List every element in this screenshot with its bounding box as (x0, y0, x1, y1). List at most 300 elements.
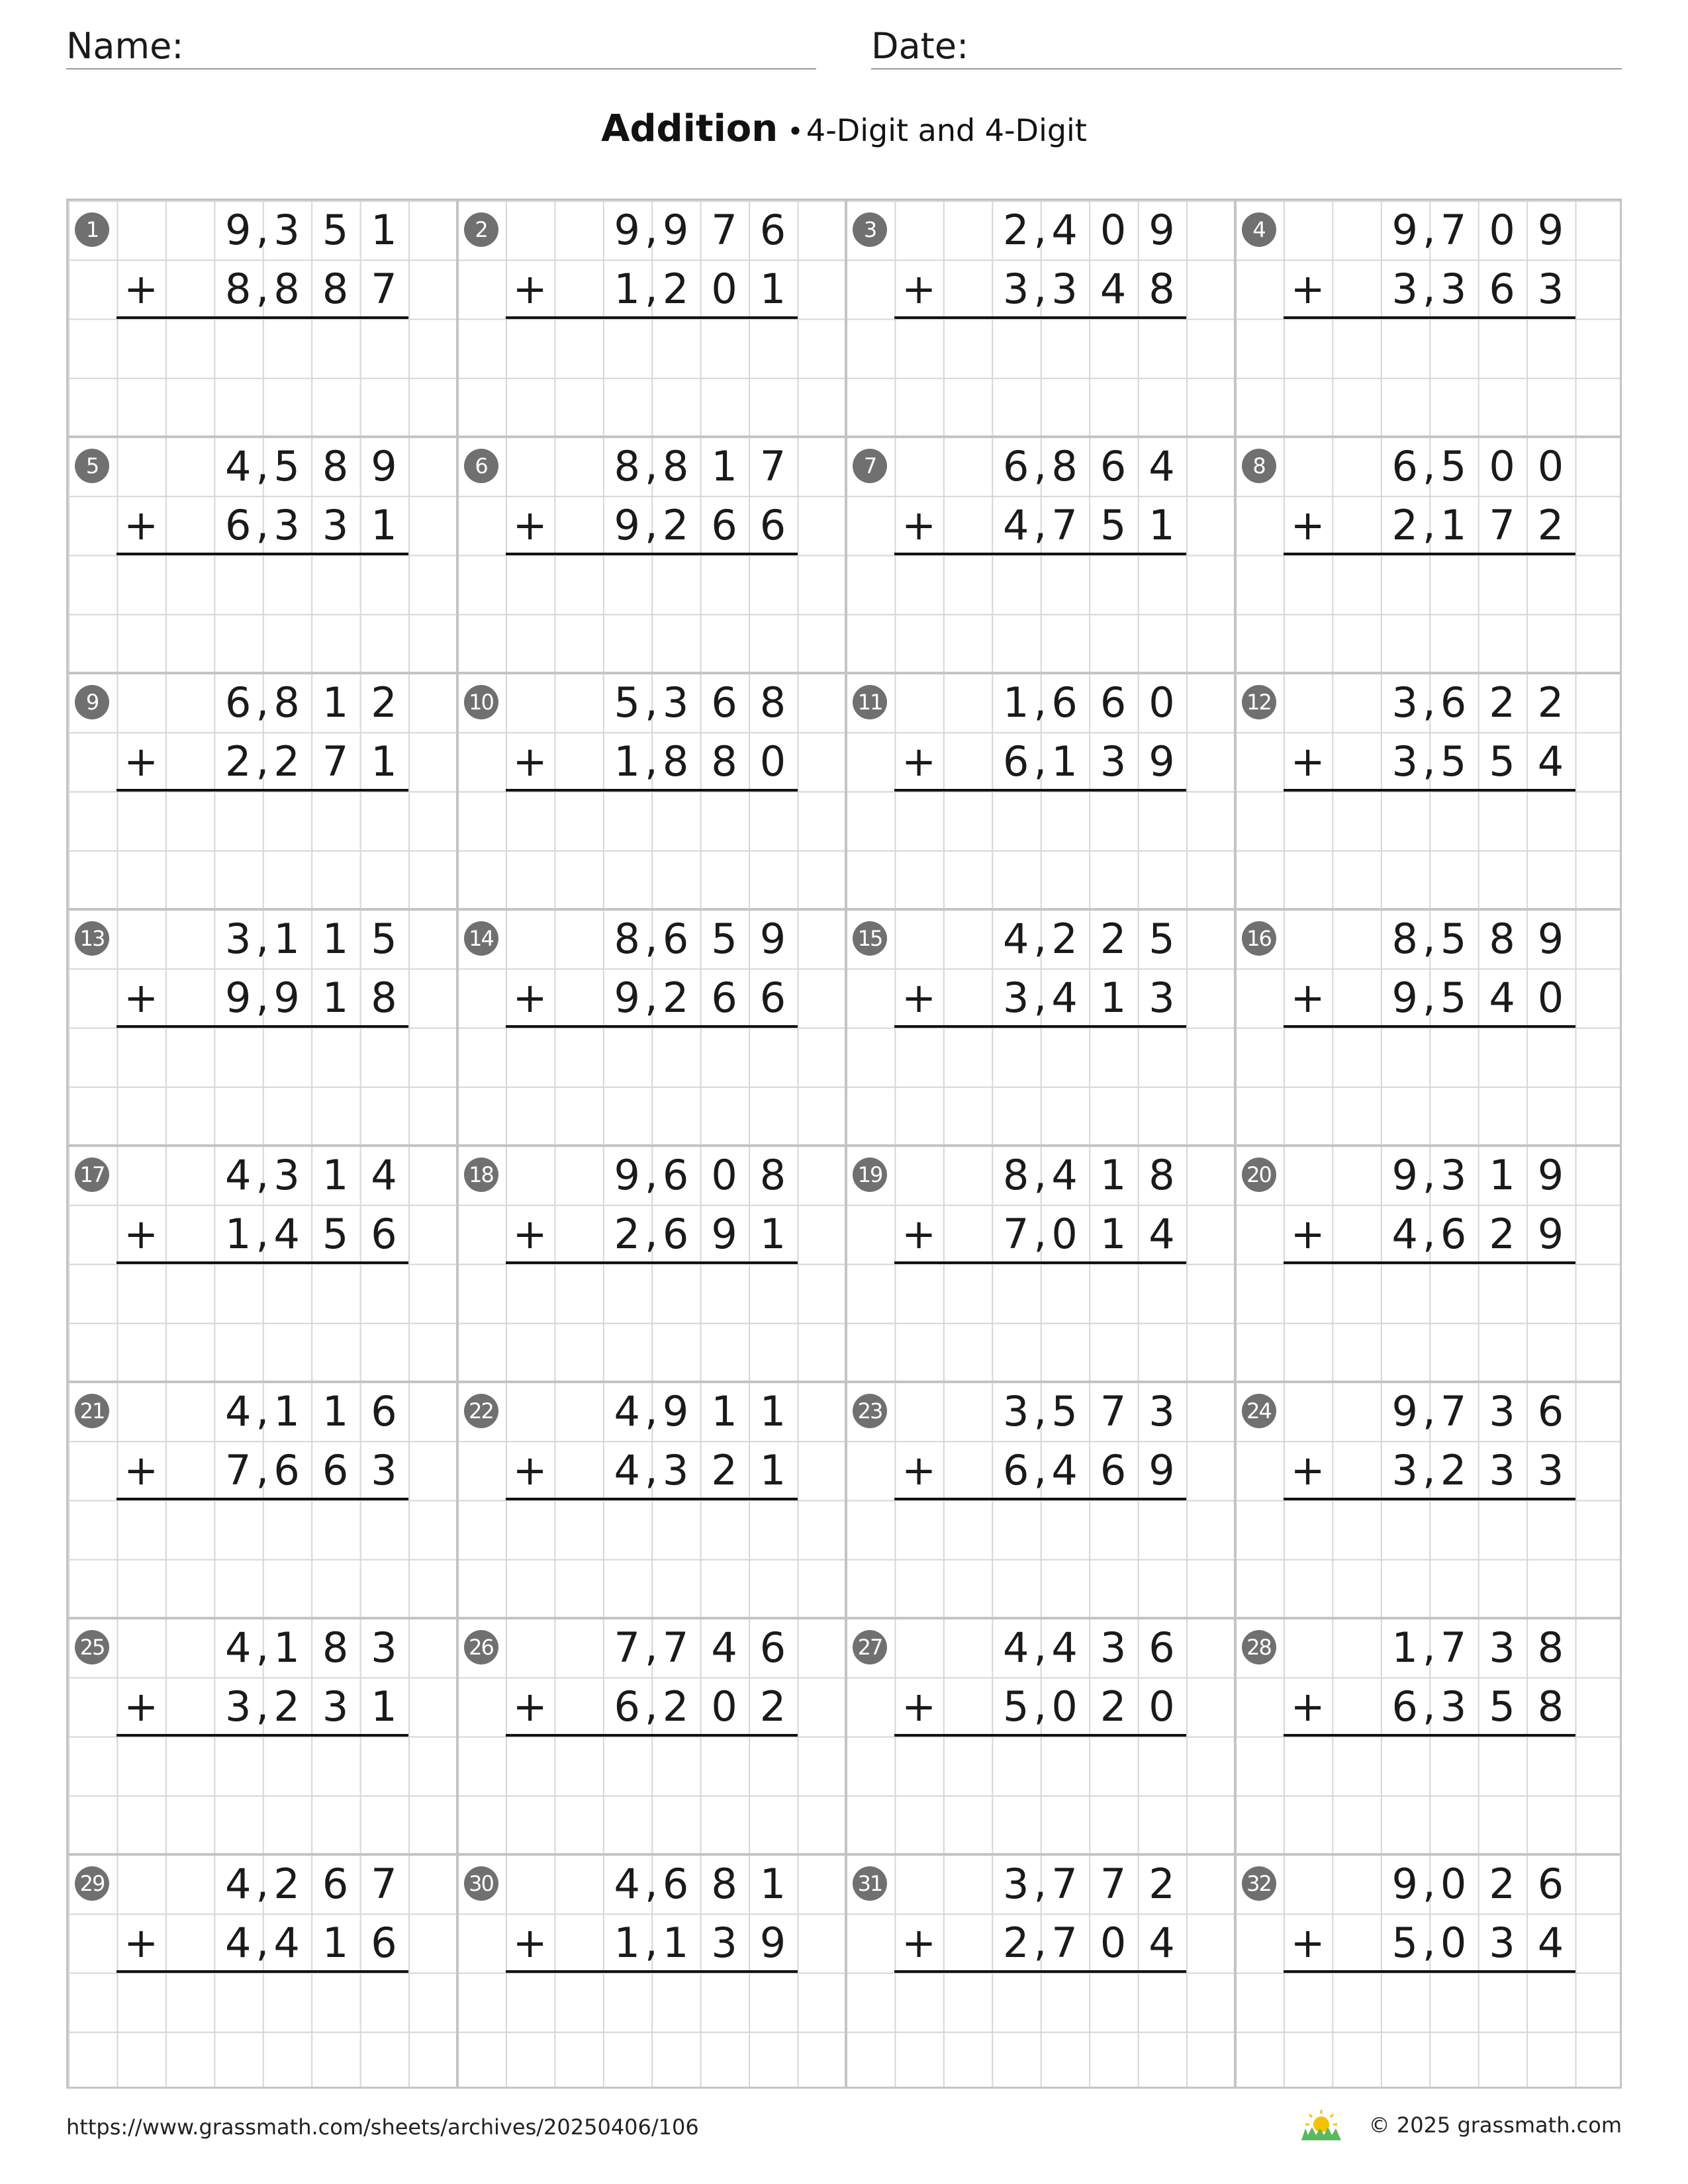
problem (1235, 909, 1624, 1146)
digit: 4 (224, 442, 252, 490)
sum-rule-line (1284, 1025, 1575, 1028)
digit: 7 (1489, 501, 1515, 549)
answer-area[interactable] (1284, 1737, 1575, 1850)
digit: 4 (1489, 974, 1515, 1022)
problem-number-badge: 30 (464, 1866, 498, 1901)
digit: 9 (759, 1919, 786, 1967)
digit: 6 , (651, 1146, 700, 1205)
digit: 4 (371, 1151, 397, 1199)
digit: 3 (224, 915, 252, 963)
digit: 5 (1149, 915, 1175, 963)
addend-bottom (603, 1913, 798, 1972)
digit: 3 (1489, 1387, 1515, 1435)
digit: 1 (759, 265, 786, 313)
addend-bottom (1381, 1205, 1575, 1263)
plus-sign: + (512, 265, 547, 313)
digit: 6 (371, 1387, 397, 1435)
digit: 2 (224, 737, 252, 786)
digit: 9 (711, 1210, 737, 1258)
addend-top (992, 909, 1186, 968)
digit: 0 (1537, 974, 1564, 1022)
addend-top (603, 1618, 798, 1677)
digit: 8 (1149, 1151, 1175, 1199)
answer-area[interactable] (506, 320, 798, 432)
date-field[interactable] (871, 20, 1622, 69)
problem-number-badge: 16 (1242, 921, 1276, 956)
digit: 4 (1002, 915, 1029, 963)
problem (68, 909, 457, 1146)
digit: 4 (711, 1623, 737, 1672)
digit: 4 , (1040, 1441, 1088, 1500)
addend-bottom (603, 1677, 798, 1736)
addend-top (1381, 201, 1575, 259)
digit: 6 , (651, 909, 700, 968)
plus-sign: + (1290, 737, 1325, 786)
answer-area[interactable] (894, 320, 1186, 432)
digit: 4 (224, 1860, 252, 1908)
footer-url: https://www.grassmath.com/sheets/archives/20250406/106 (66, 2115, 699, 2140)
digit: 3 (1100, 1623, 1127, 1672)
digit: 4 (1002, 501, 1029, 549)
digit: 7 , (1429, 1382, 1477, 1441)
digit: 4 , (1040, 201, 1088, 259)
digit: 8 (614, 915, 640, 963)
digit: 2 (1002, 1919, 1029, 1967)
plus-sign: + (1290, 1682, 1325, 1731)
digit: 2 (1149, 1860, 1175, 1908)
sum-rule-line (1284, 1734, 1575, 1737)
digit: 4 , (1040, 1146, 1088, 1205)
answer-area[interactable] (894, 792, 1186, 905)
problem (457, 909, 847, 1146)
answer-area[interactable] (506, 1265, 798, 1377)
digit: 2 (759, 1682, 786, 1731)
digit: 9 , (262, 968, 310, 1027)
digit: 4 , (262, 1913, 310, 1972)
digit: 3 (1391, 1446, 1418, 1494)
sum-rule-line (506, 553, 798, 555)
digit: 1 (1100, 1210, 1127, 1258)
digit: 3 , (1040, 259, 1088, 318)
addend-bottom (603, 1441, 798, 1500)
digit: 5 , (1040, 1382, 1088, 1441)
digit: 6 (711, 678, 737, 727)
problem (1235, 201, 1624, 437)
addend-top (214, 437, 408, 496)
digit: 1 (322, 678, 349, 727)
digit: 8 , (262, 673, 310, 732)
answer-area[interactable] (117, 1737, 408, 1850)
digit: 3 , (651, 1441, 700, 1500)
digit: 4 (224, 1919, 252, 1967)
sum-rule-line (894, 1970, 1186, 1973)
problem (457, 673, 847, 909)
digit: 8 (711, 737, 737, 786)
digit: 5 , (1429, 968, 1477, 1027)
digit: 3 , (651, 673, 700, 732)
digit: 5 (322, 206, 349, 254)
addend-top (214, 1618, 408, 1677)
sum-rule-line (1284, 1498, 1575, 1500)
answer-area[interactable] (894, 1501, 1186, 1614)
digit: 2 (711, 1446, 737, 1494)
digit: 1 (322, 1919, 349, 1967)
problem-number-badge: 5 (75, 449, 109, 483)
addend-bottom (992, 1913, 1186, 1972)
digit: 6 (614, 1682, 640, 1731)
digit: 9 (1391, 1860, 1418, 1908)
digit: 1 (1100, 974, 1127, 1022)
digit: 5 (322, 1210, 349, 1258)
answer-area[interactable] (117, 792, 408, 905)
addend-bottom (603, 732, 798, 791)
plus-sign: + (124, 1446, 159, 1494)
digit: 4 (224, 1387, 252, 1435)
addend-bottom (214, 1205, 408, 1263)
plus-sign: + (902, 265, 937, 313)
digit: 9 (1391, 974, 1418, 1022)
digit: 8 , (262, 259, 310, 318)
digit: 2 (1391, 501, 1418, 549)
answer-area[interactable] (506, 1501, 798, 1614)
digit: 9 (1537, 915, 1564, 963)
digit: 5 (1489, 737, 1515, 786)
answer-area[interactable] (894, 1974, 1186, 2086)
digit: 6 (322, 1446, 349, 1494)
digit: 5 , (1429, 732, 1477, 791)
digit: 6 (224, 501, 252, 549)
digit: 7 , (1429, 201, 1477, 259)
addend-top (214, 909, 408, 968)
sum-rule-line (894, 553, 1186, 555)
plus-sign: + (124, 737, 159, 786)
problem (1235, 1854, 1624, 2091)
digit: 7 (1100, 1387, 1127, 1435)
answer-area[interactable] (894, 556, 1186, 668)
problem (457, 1382, 847, 1618)
digit: 9 (759, 915, 786, 963)
problem-number-badge: 13 (75, 921, 109, 956)
addend-top (992, 1618, 1186, 1677)
sum-rule-line (117, 1498, 408, 1500)
digit: 2 (1100, 1682, 1127, 1731)
digit: 1 (711, 1387, 737, 1435)
addend-bottom (992, 496, 1186, 555)
answer-area[interactable] (506, 792, 798, 905)
digit: 6 , (1429, 673, 1477, 732)
problem (68, 1618, 457, 1854)
digit: 7 , (1040, 1913, 1088, 1972)
footer-copyright: © 2025 grassmath.com (1368, 2113, 1622, 2138)
date-label: Date: (871, 25, 969, 67)
digit: 8 (711, 1860, 737, 1908)
plus-sign: + (512, 501, 547, 549)
digit: 1 , (1040, 732, 1088, 791)
plus-sign: + (124, 1919, 159, 1967)
problem (68, 1146, 457, 1382)
digit: 7 (322, 737, 349, 786)
digit: 3 (711, 1919, 737, 1967)
sum-rule-line (894, 1498, 1186, 1500)
answer-area[interactable] (117, 1974, 408, 2086)
digit: 1 (1391, 1623, 1418, 1672)
answer-area[interactable] (1284, 1974, 1575, 2086)
plus-sign: + (902, 974, 937, 1022)
addend-top (603, 437, 798, 496)
problem (1235, 1618, 1624, 1854)
addend-top (603, 201, 798, 259)
digit: 8 (1391, 915, 1418, 963)
answer-area[interactable] (1284, 320, 1575, 432)
digit: 0 (711, 1151, 737, 1199)
plus-sign: + (512, 1919, 547, 1967)
digit: 8 (1537, 1682, 1564, 1731)
digit: 3 (322, 1682, 349, 1731)
digit: 4 (614, 1860, 640, 1908)
digit: 8 (224, 265, 252, 313)
answer-area[interactable] (506, 1737, 798, 1850)
digit: 3 (1391, 265, 1418, 313)
plus-sign: + (1290, 265, 1325, 313)
sum-rule-line (1284, 789, 1575, 792)
problem-number-badge: 32 (1242, 1866, 1276, 1901)
addend-bottom (603, 1205, 798, 1263)
addend-top (1381, 1382, 1575, 1441)
digit: 4 (224, 1623, 252, 1672)
digit: 6 (759, 1623, 786, 1672)
sum-rule-line (894, 1025, 1186, 1028)
problem-number-badge: 14 (464, 921, 498, 956)
digit: 9 (614, 501, 640, 549)
digit: 2 (1002, 206, 1029, 254)
plus-sign: + (902, 737, 937, 786)
answer-area[interactable] (117, 556, 408, 668)
digit: 2 (1537, 678, 1564, 727)
plus-sign: + (512, 974, 547, 1022)
digit: 6 (1391, 442, 1418, 490)
digit: 2 , (651, 968, 700, 1027)
digit: 2 , (651, 259, 700, 318)
plus-sign: + (512, 1446, 547, 1494)
digit: 8 (1002, 1151, 1029, 1199)
answer-area[interactable] (506, 1028, 798, 1141)
digit: 9 , (651, 201, 700, 259)
addend-bottom (214, 1441, 408, 1500)
digit: 3 , (262, 201, 310, 259)
problem-number-badge: 18 (464, 1158, 498, 1192)
name-field[interactable] (66, 20, 816, 69)
digit: 2 , (262, 1854, 310, 1913)
digit: 0 (711, 1682, 737, 1731)
digit: 6 , (651, 1205, 700, 1263)
digit: 5 , (1429, 909, 1477, 968)
title-separator: • (787, 115, 804, 148)
digit: 3 (1537, 1446, 1564, 1494)
problem (846, 1618, 1235, 1854)
problem-number-badge: 2 (464, 212, 498, 247)
problem-number-badge: 3 (853, 212, 887, 247)
digit: 6 (1002, 442, 1029, 490)
answer-area[interactable] (117, 320, 408, 432)
digit: 3 (1489, 1623, 1515, 1672)
problem (68, 437, 457, 673)
plus-sign: + (902, 1210, 937, 1258)
problem-number-badge: 22 (464, 1394, 498, 1428)
digit: 0 (759, 737, 786, 786)
digit: 1 (759, 1210, 786, 1258)
digit: 1 (1002, 678, 1029, 727)
answer-area[interactable] (117, 1501, 408, 1614)
addend-top (1381, 1618, 1575, 1677)
digit: 2 , (651, 1677, 700, 1736)
digit: 7 (371, 265, 397, 313)
digit: 7 (1002, 1210, 1029, 1258)
digit: 3 (1149, 974, 1175, 1022)
digit: 0 , (1429, 1854, 1477, 1913)
addend-bottom (214, 496, 408, 555)
digit: 9 (1537, 206, 1564, 254)
digit: 1 , (651, 1913, 700, 1972)
digit: 1 (614, 1919, 640, 1967)
sum-rule-line (117, 789, 408, 792)
plus-sign: + (902, 1919, 937, 1967)
digit: 7 (371, 1860, 397, 1908)
digit: 3 (1537, 265, 1564, 313)
problem (68, 1382, 457, 1618)
addend-bottom (1381, 1441, 1575, 1500)
plus-sign: + (1290, 1210, 1325, 1258)
plus-sign: + (902, 1446, 937, 1494)
plus-sign: + (1290, 974, 1325, 1022)
digit: 7 (759, 442, 786, 490)
answer-area[interactable] (894, 1737, 1186, 1850)
addend-bottom (603, 496, 798, 555)
digit: 4 , (1040, 1618, 1088, 1677)
answer-area[interactable] (894, 1265, 1186, 1377)
digit: 0 (1537, 442, 1564, 490)
digit: 0 , (1040, 1205, 1088, 1263)
plus-sign: + (902, 501, 937, 549)
digit: 6 (1537, 1860, 1564, 1908)
addend-top (603, 909, 798, 968)
answer-area[interactable] (506, 556, 798, 668)
title-subtitle: 4-Digit and 4-Digit (806, 113, 1087, 148)
digit: 4 (1149, 1210, 1175, 1258)
digit: 7 , (1429, 1618, 1477, 1677)
sum-rule-line (1284, 316, 1575, 319)
plus-sign: + (124, 1682, 159, 1731)
sum-rule-line (117, 1970, 408, 1973)
digit: 6 (711, 974, 737, 1022)
digit: 9 (614, 1151, 640, 1199)
answer-area[interactable] (117, 1265, 408, 1377)
digit: 9 (1537, 1210, 1564, 1258)
digit: 1 (614, 737, 640, 786)
plus-sign: + (124, 501, 159, 549)
name-label: Name: (66, 25, 184, 67)
addend-bottom (1381, 968, 1575, 1027)
problem (457, 201, 847, 437)
problem (846, 909, 1235, 1146)
digit: 7 , (1040, 496, 1088, 555)
digit: 8 (1149, 265, 1175, 313)
digit: 3 (1100, 737, 1127, 786)
digit: 6 , (1040, 673, 1088, 732)
answer-area[interactable] (1284, 1265, 1575, 1377)
digit: 5 (371, 915, 397, 963)
problem (457, 437, 847, 673)
digit: 9 (224, 974, 252, 1022)
digit: 8 (322, 442, 349, 490)
digit: 6 (759, 501, 786, 549)
digit: 0 , (1040, 1677, 1088, 1736)
addend-top (214, 1854, 408, 1913)
addend-top (992, 1146, 1186, 1205)
problem-number-badge: 25 (75, 1630, 109, 1664)
digit: 1 (614, 265, 640, 313)
problem-number-badge: 12 (1242, 685, 1276, 719)
problem (1235, 437, 1624, 673)
digit: 3 (1002, 974, 1029, 1022)
addend-top (214, 201, 408, 259)
digit: 8 (322, 265, 349, 313)
addend-bottom (214, 732, 408, 791)
addend-top (603, 1146, 798, 1205)
answer-area[interactable] (1284, 792, 1575, 905)
answer-area[interactable] (1284, 556, 1575, 668)
answer-area[interactable] (894, 1028, 1186, 1141)
digit: 3 (1002, 265, 1029, 313)
problem (846, 673, 1235, 909)
digit: 0 (1149, 1682, 1175, 1731)
addend-bottom (1381, 1913, 1575, 1972)
digit: 3 (1391, 678, 1418, 727)
digit: 3 (1149, 1387, 1175, 1435)
problem-grid (66, 199, 1622, 2089)
digit: 1 (371, 206, 397, 254)
problem (68, 1854, 457, 2091)
addend-bottom (214, 1677, 408, 1736)
digit: 6 , (262, 1441, 310, 1500)
answer-area[interactable] (117, 1028, 408, 1141)
problem (846, 437, 1235, 673)
digit: 8 , (651, 437, 700, 496)
digit: 4 (614, 1446, 640, 1494)
digit: 1 (371, 501, 397, 549)
digit: 2 (1100, 915, 1127, 963)
digit: 1 (1100, 1151, 1127, 1199)
digit: 2 , (262, 1677, 310, 1736)
sum-rule-line (1284, 1261, 1575, 1264)
sum-rule-line (117, 1734, 408, 1737)
digit: 9 (1391, 1387, 1418, 1435)
sum-rule-line (117, 553, 408, 555)
plus-sign: + (512, 1682, 547, 1731)
problem-number-badge: 6 (464, 449, 498, 483)
addend-bottom (992, 732, 1186, 791)
plus-sign: + (1290, 1919, 1325, 1967)
answer-area[interactable] (1284, 1501, 1575, 1614)
digit: 9 (1391, 206, 1418, 254)
digit: 3 (224, 1682, 252, 1731)
addend-top (1381, 673, 1575, 732)
digit: 7 (711, 206, 737, 254)
answer-area[interactable] (506, 1974, 798, 2086)
digit: 5 (614, 678, 640, 727)
answer-area[interactable] (1284, 1028, 1575, 1141)
addend-top (992, 1382, 1186, 1441)
digit: 7 (224, 1446, 252, 1494)
